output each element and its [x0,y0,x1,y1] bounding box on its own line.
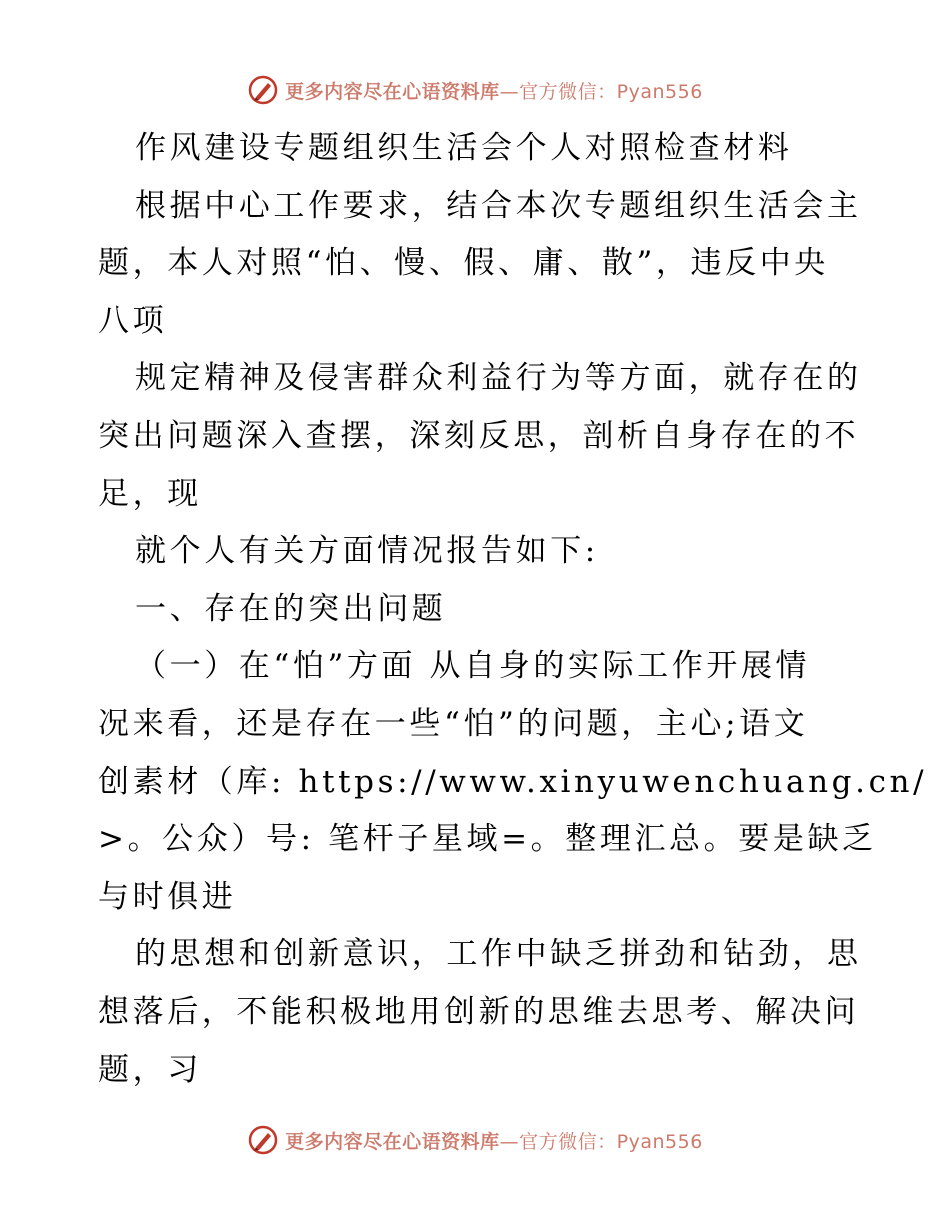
paragraph-line: 题，本人对照“怕、慢、假、庸、散”，违反中央 [98,245,829,282]
header-banner-text: 更多内容尽在心语资料库 [285,80,500,103]
pen-logo-icon [247,74,279,106]
header-banner-wechat: 官方微信：Pyan556 [519,80,703,103]
paragraph-line: 突出问题深入查摆，深刻反思，剖析自身存在的不 [98,417,860,454]
paragraph-line: 根据中心工作要求，结合本次专题组织生活会主 [135,187,862,224]
paragraph-line: 足，现 [98,475,202,512]
paragraph-line: 八项 [98,302,168,339]
document-title: 作风建设专题组织生活会个人对照检查材料 [135,130,793,166]
footer-banner-wechat: 官方微信：Pyan556 [519,1130,703,1153]
subsection-heading: （一）在“怕”方面 从自身的实际工作开展情 [135,648,811,685]
pen-logo-icon [247,1124,279,1156]
header-banner-separator: — [499,80,520,103]
footer-watermark-banner [0,1120,950,1160]
footer-banner-separator: — [499,1130,520,1153]
paragraph-line: 创素材（库: https://www.xinyuwenchuang.cn/ [98,763,928,800]
paragraph-line: 的思想和创新意识，工作中缺乏拼劲和钻劲，思 [135,936,862,973]
paragraph-line: 题，习 [98,1051,202,1088]
section-heading: 一、存在的突出问题 [135,590,447,627]
footer-banner-text: 更多内容尽在心语资料库 [285,1130,500,1153]
header-watermark-banner [0,70,950,110]
paragraph-line: 就个人有关方面情况报告如下: [135,533,599,570]
paragraph-line: >。公众）号: 笔杆子星域=。整理汇总。要是缺乏 [98,821,877,858]
document-body [98,120,928,1099]
paragraph-line: 况来看，还是存在一些“怕”的问题，主心;语文 [98,705,809,742]
paragraph-line: 想落后，不能积极地用创新的思维去思考、解决问 [98,993,860,1030]
paragraph-line: 与时俱进 [98,878,237,915]
paragraph-line: 规定精神及侵害群众利益行为等方面，就存在的 [135,360,862,397]
